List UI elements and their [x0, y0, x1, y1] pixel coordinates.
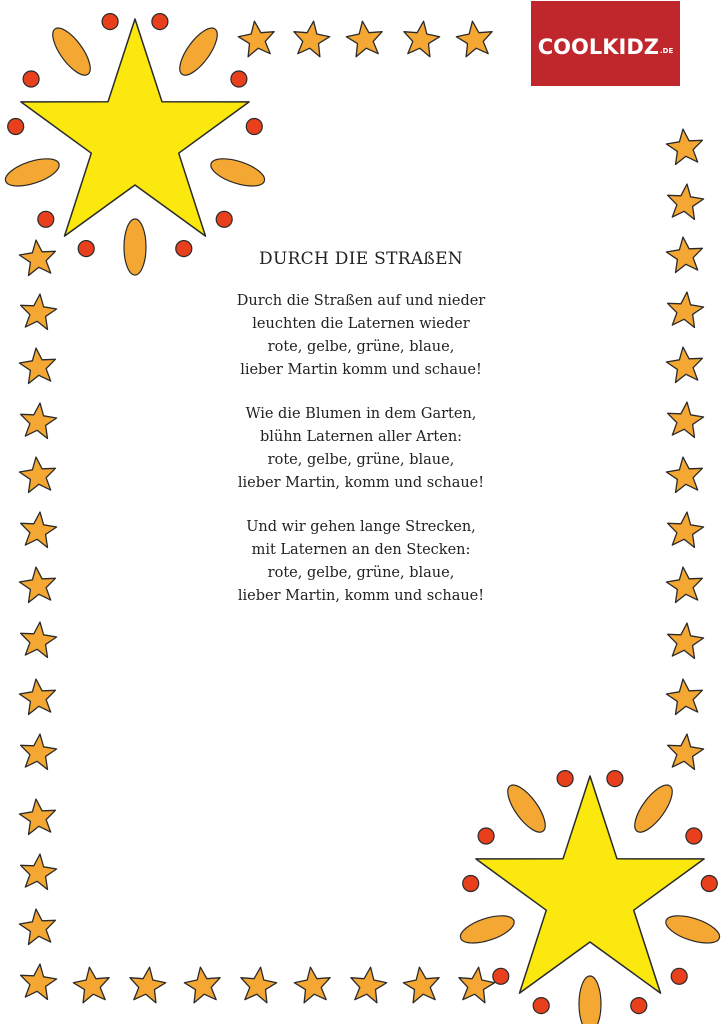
petal-shape: [663, 910, 723, 948]
star-icon: [130, 967, 166, 1003]
petal-shape: [124, 219, 146, 275]
star-icon: [21, 854, 57, 889]
star-icon: [668, 734, 704, 769]
stanza-1: [160, 290, 562, 382]
dot-shape: [493, 968, 509, 984]
star-icon: [294, 21, 330, 57]
petal-shape: [173, 22, 224, 80]
star-icon: [19, 799, 55, 834]
star-icon: [19, 679, 55, 714]
dot-shape: [38, 211, 54, 227]
petal-shape: [46, 22, 97, 80]
petal-shape: [2, 153, 62, 191]
coolkidz-logo[interactable]: [531, 1, 680, 86]
star-icon: [184, 967, 220, 1003]
dot-shape: [8, 119, 24, 135]
petal-shape: [579, 976, 601, 1024]
star-icon: [351, 967, 387, 1003]
star-icon: [404, 21, 440, 57]
poem-line: lieber Martin komm und schaue!: [240, 362, 482, 378]
star-icon: [459, 967, 495, 1003]
poem-line: Wie die Blumen in dem Garten,: [245, 406, 477, 422]
logo-text: COOLKIDZ: [537, 34, 659, 59]
star-icon: [666, 129, 702, 164]
big-star-shape: [476, 776, 704, 993]
big-star-shape: [21, 19, 249, 236]
star-icon: [668, 184, 704, 219]
dot-shape: [246, 119, 262, 135]
star-icon: [668, 402, 704, 437]
star-icon: [666, 237, 702, 272]
dot-shape: [533, 998, 549, 1014]
star-icon: [403, 967, 439, 1003]
poem-line: blühn Laternen aller Arten:: [259, 429, 463, 445]
corner-burst-top-left: [2, 14, 267, 275]
star-icon: [19, 909, 55, 944]
poem-line: leuchten die Laternen wieder: [252, 316, 470, 332]
poem-line: Durch die Straßen auf und nieder: [236, 293, 486, 309]
petal-shape: [628, 779, 679, 837]
star-icon: [346, 21, 382, 57]
petal-shape: [457, 910, 517, 948]
dot-shape: [557, 771, 573, 787]
poem-line: lieber Martin, komm und schaue!: [237, 475, 485, 491]
stanza-3: [160, 516, 562, 608]
star-icon: [668, 623, 704, 658]
corner-burst-bottom-right: [457, 771, 722, 1024]
star-icon: [21, 403, 57, 438]
star-icon: [21, 734, 57, 769]
star-icon: [73, 967, 109, 1003]
star-icon: [21, 294, 57, 329]
poem-line: lieber Martin, komm und schaue!: [237, 588, 485, 604]
star-icon: [21, 964, 57, 999]
dot-shape: [102, 14, 118, 30]
logo-domain: .DE: [659, 46, 674, 55]
poem-line: rote, gelbe, grüne, blaue,: [267, 339, 455, 355]
dot-shape: [631, 998, 647, 1014]
star-icon: [668, 512, 704, 547]
dot-shape: [463, 876, 479, 892]
star-icon: [456, 21, 492, 57]
dot-shape: [23, 71, 39, 87]
poem-title: DURCH DIE STRAßEN: [259, 249, 463, 269]
dot-shape: [216, 211, 232, 227]
poem-line: rote, gelbe, grüne, blaue,: [267, 565, 455, 581]
star-icon: [241, 967, 277, 1003]
petal-shape: [208, 153, 268, 191]
star-icon: [21, 512, 57, 547]
star-icon: [666, 347, 702, 382]
star-icon: [21, 622, 57, 657]
dot-shape: [607, 771, 623, 787]
dot-shape: [478, 828, 494, 844]
petal-shape: [501, 779, 552, 837]
star-icon: [294, 967, 330, 1003]
poem-line: Und wir gehen lange Strecken,: [246, 519, 476, 535]
dot-shape: [671, 968, 687, 984]
poem: [160, 248, 562, 629]
star-icon: [666, 567, 702, 602]
dot-shape: [78, 241, 94, 257]
stanza-2: [160, 403, 562, 495]
star-icon: [19, 567, 55, 602]
dot-shape: [152, 14, 168, 30]
star-icon: [238, 21, 274, 57]
star-icon: [19, 240, 55, 275]
poem-line: mit Laternen an den Stecken:: [251, 542, 471, 558]
dot-shape: [686, 828, 702, 844]
dot-shape: [231, 71, 247, 87]
star-icon: [666, 679, 702, 714]
star-icon: [668, 292, 704, 327]
star-icon: [19, 457, 55, 492]
star-icon: [666, 457, 702, 492]
poem-line: rote, gelbe, grüne, blaue,: [267, 452, 455, 468]
star-icon: [19, 348, 55, 383]
dot-shape: [701, 876, 717, 892]
